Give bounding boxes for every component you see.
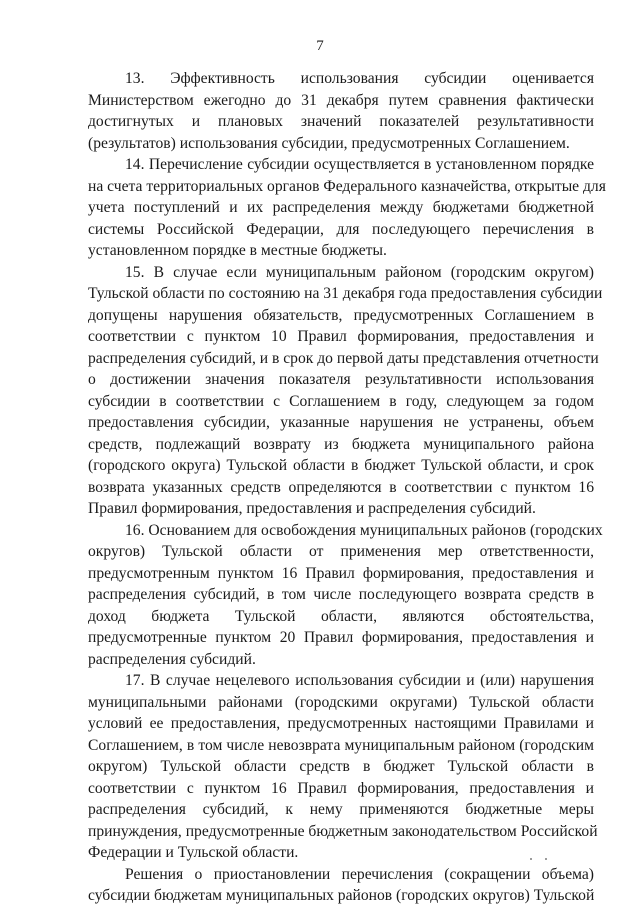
- text-line: предоставления субсидии, указанные нарушения не устранены, объем: [88, 414, 594, 431]
- text-line: учета поступлений и их распределения между бюджетами бюджетной: [88, 199, 594, 216]
- text-line: Тульской области по состоянию на 31 декабря года предоставления субсидии: [88, 285, 603, 302]
- text-line: распределения субсидий, к нему применяются бюджетные меры: [88, 801, 594, 818]
- text-line: Министерством ежегодно до 31 декабря путем сравнения фактически: [88, 91, 594, 109]
- text-line: предусмотренные пунктом 20 Правил формирования, предоставления и: [88, 629, 594, 646]
- text-line: системы Российской Федерации, для последующего перечисления в: [88, 220, 594, 238]
- text-line: 16. Основанием для освобождения муниципальных районов (городских: [125, 521, 603, 539]
- text-line: установленном порядке в местные бюджеты.: [88, 242, 387, 259]
- text-line: (результатов) использования субсидии, предусмотренных Соглашением.: [88, 134, 570, 152]
- text-line: Правил формирования, предоставления и распределения субсидий.: [88, 500, 536, 517]
- text-line: допущены нарушения обязательств, предусмотренных Соглашением в: [88, 306, 594, 324]
- text-line: средств, подлежащий возврату из бюджета муниципального района: [88, 435, 594, 453]
- text-line: условий ее предоставления, предусмотренных настоящими Правилами и: [88, 715, 594, 732]
- text-line: распределения субсидий, и в срок до первой даты представления отчетности: [88, 349, 599, 367]
- text-line: (городского округа) Тульской области в бюджет Тульской области, и срок: [88, 457, 594, 474]
- text-line: распределения субсидий.: [88, 650, 256, 668]
- text-line: субсидии бюджетам муниципальных районов (городских округов) Тульской: [88, 887, 595, 904]
- text-line: о достижении значения показателя результативности использования: [88, 371, 594, 388]
- text-line: 15. В случае если муниципальным районом (городским округом): [125, 263, 594, 281]
- text-line: 14. Перечисление субсидии осуществляется в установленном порядке: [125, 156, 594, 173]
- text-line: Решения о приостановлении перечисления (сокращении объема): [125, 865, 594, 883]
- text-line: 17. В случае нецелевого использования субсидии и (или) нарушения: [125, 672, 594, 689]
- text-line: муниципальными районами (городскими округами) Тульской области: [88, 693, 594, 711]
- text-line: субсидии в соответствии с Соглашением в году, следующем за годом: [88, 392, 594, 410]
- text-line: соответствии с пунктом 16 Правил формирования, предоставления и: [88, 779, 594, 797]
- text-line: 13. Эффективность использования субсидии оценивается: [125, 70, 594, 87]
- text-line: соответствии с пунктом 10 Правил формирования, предоставления и: [88, 328, 594, 345]
- text-line: достигнутых и плановых значений показателей результативности: [88, 113, 594, 130]
- text-line: округом) Тульской области средств в бюджет Тульской области в: [88, 758, 594, 775]
- page-number: 7: [316, 38, 324, 54]
- text-line: распределения субсидий, в том числе последующего возврата средств в: [88, 586, 594, 603]
- text-line: предусмотренным пунктом 16 Правил формирования, предоставления и: [88, 564, 594, 582]
- text-line: на счета территориальных органов Федерального казначейства, открытые для: [88, 177, 606, 195]
- text-line: возврата указанных средств определяются в соответствии с пунктом 16: [88, 478, 594, 496]
- text-line: Соглашением, в том числе невозврата муниципальным районом (городским: [88, 736, 594, 754]
- text-line: округов) Тульской области от применения мер ответственности,: [88, 543, 594, 560]
- text-line: принуждения, предусмотренные бюджетным законодательством Российской: [88, 822, 598, 840]
- text-line: доход бюджета Тульской области, являются обстоятельства,: [88, 607, 594, 625]
- text-line: Федерации и Тульской области.: [88, 844, 299, 861]
